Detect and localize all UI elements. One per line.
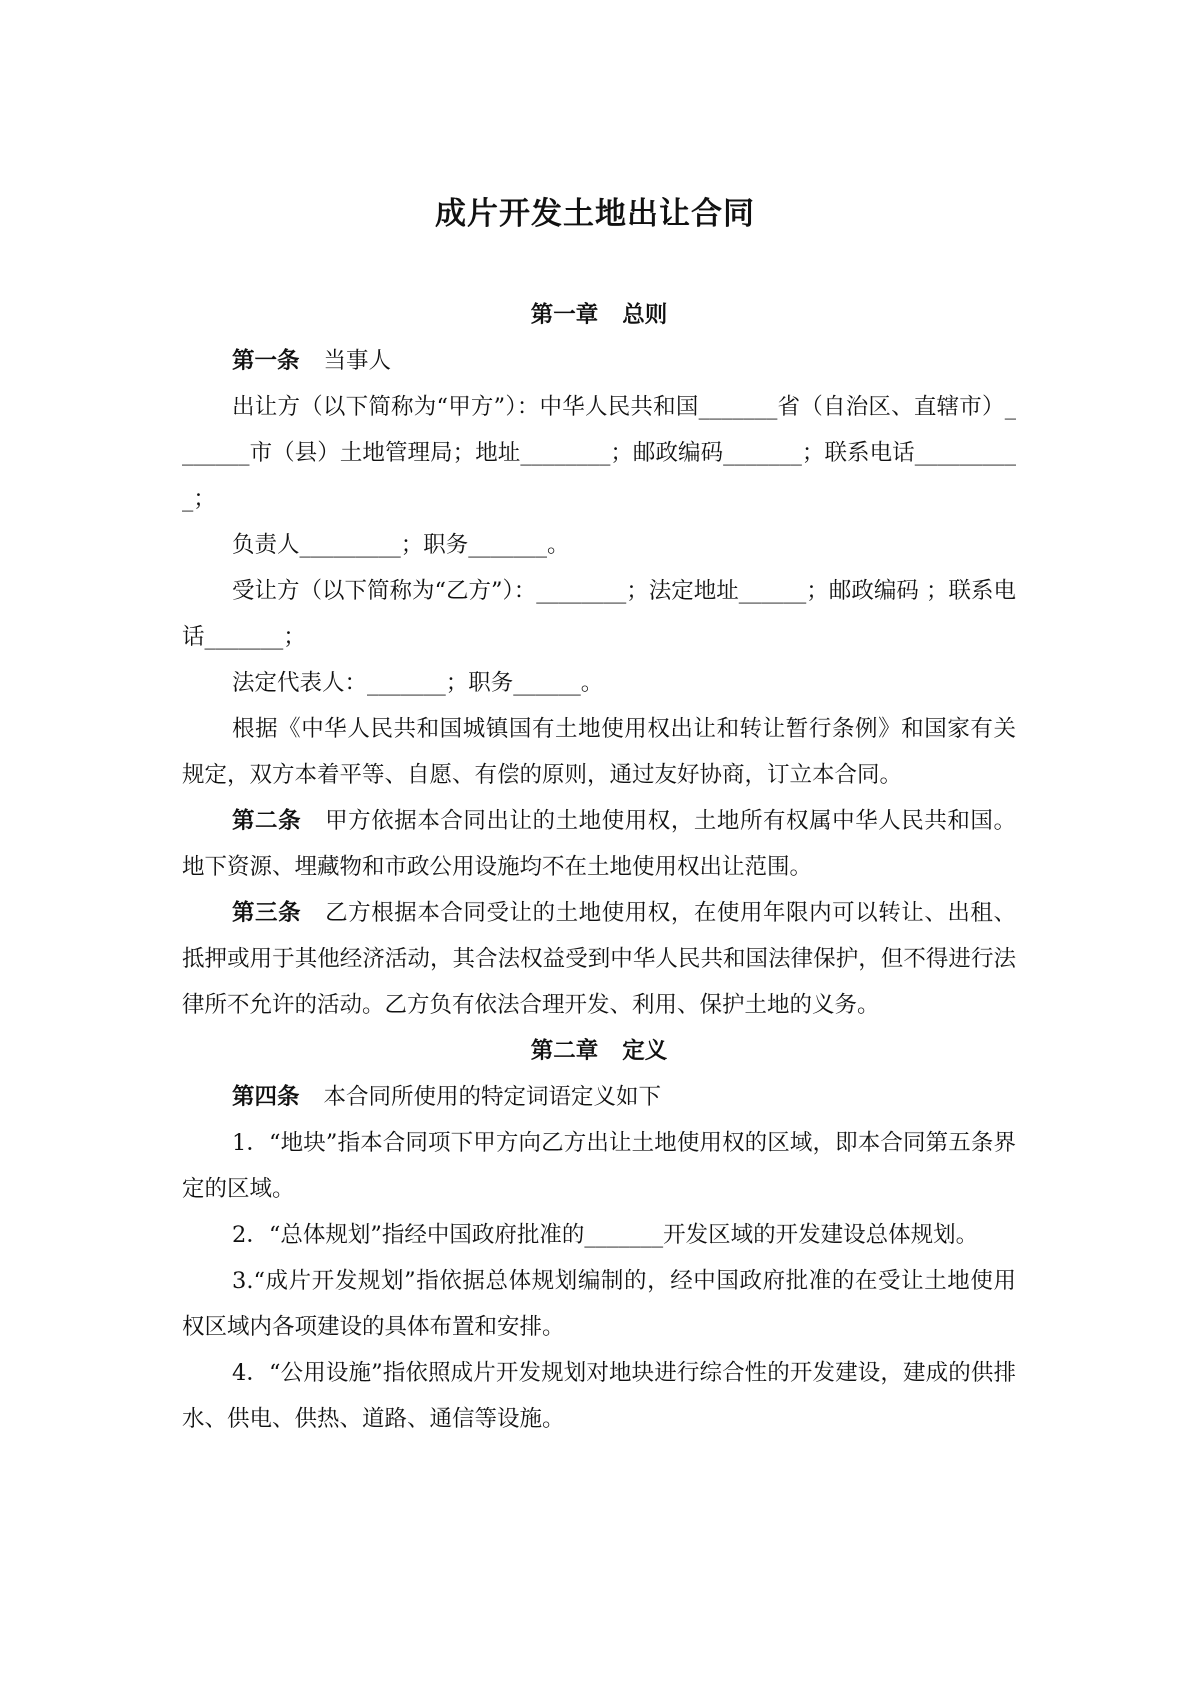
paragraph-legal-basis: 根据《中华人民共和国城镇国有土地使用权出让和转让暂行条例》和国家有关规定，双方本着平等、自愿、有偿的原则，通过友好协商，订立本合同。 [182, 716, 1016, 788]
chapter-label: 第一章 [530, 302, 599, 328]
article-label: 第三条 [232, 900, 302, 926]
chapter-title: 定义 [622, 1038, 668, 1064]
definition-item-4: 4．“公用设施”指依照成片开发规划对地块进行综合性的开发建设，建成的供排水、供电、供热、道路、通信等设施。 [182, 1360, 1016, 1432]
chapter-title: 总则 [622, 302, 668, 328]
article-title: 当事人 [323, 348, 392, 374]
article-3 [182, 890, 1016, 1028]
chapter-heading-1 [182, 292, 1016, 338]
article-label: 第二条 [232, 808, 302, 834]
document-title: 成片开发土地出让合同 [435, 196, 755, 232]
paragraph-party-a: 出让方（以下简称为“甲方”）：中华人民共和国_______省（自治区、直辖市）_______市（县）土地管理局；地址________；邮政编码_______；联系电话__________； [182, 394, 1016, 512]
article-label: 第四条 [232, 1084, 300, 1110]
article-2 [182, 798, 1016, 890]
document-body [182, 292, 1016, 1442]
definition-item-1: 1．“地块”指本合同项下甲方向乙方出让土地使用权的区域，即本合同第五条界定的区域。 [182, 1130, 1016, 1202]
paragraph-party-a-representative: 负责人_________；职务_______。 [232, 532, 570, 558]
chapter-heading-2 [182, 1028, 1016, 1074]
chapter-label: 第二章 [530, 1038, 599, 1064]
article-1-heading [182, 338, 1016, 384]
article-4-heading [182, 1074, 1016, 1120]
paragraph-party-b-representative: 法定代表人：_______；职务______。 [232, 670, 604, 696]
paragraph-party-b: 受让方（以下简称为“乙方”）：________；法定地址______；邮政编码 ；联系电话_______； [182, 578, 1016, 650]
definition-item-2: 2．“总体规划”指经中国政府批准的_______开发区域的开发建设总体规划。 [232, 1222, 979, 1248]
definition-item-3: 3.“成片开发规划”指依据总体规划编制的，经中国政府批准的在受让土地使用权区域内各项建设的具体布置和安排。 [182, 1268, 1016, 1340]
article-text: 甲方依据本合同出让的土地使用权，土地所有权属中华人民共和国。地下资源、埋藏物和市政公用设施均不在土地使用权出让范围。 [182, 808, 1016, 880]
article-text: 乙方根据本合同受让的土地使用权，在使用年限内可以转让、出租、抵押或用于其他经济活动，其合法权益受到中华人民共和国法律保护，但不得进行法律所不允许的活动。乙方负有依法合理开发、利用、保护土地的义务。 [182, 900, 1016, 1018]
article-title: 本合同所使用的特定词语定义如下 [323, 1084, 662, 1110]
article-label: 第一条 [232, 348, 300, 374]
